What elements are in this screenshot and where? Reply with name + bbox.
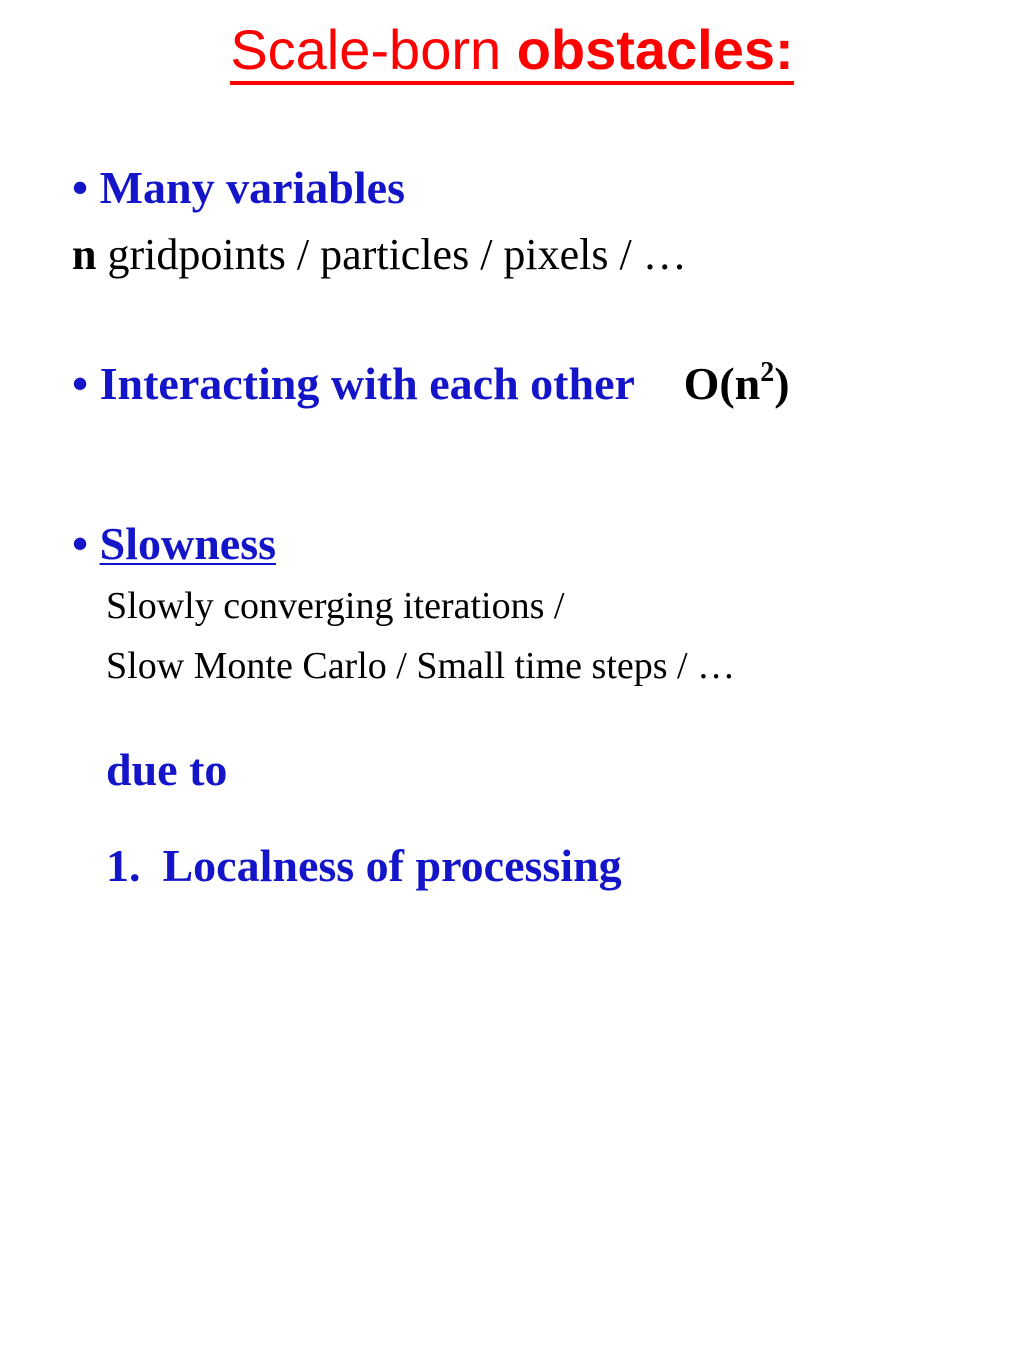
many-variables-detail (72, 227, 687, 283)
title-bold: obstacles: (516, 18, 794, 81)
bullet-heading: Slowness (99, 518, 276, 569)
complexity-notation (684, 358, 790, 409)
slowness-line-2: Slow Monte Carlo / Small time steps / … (106, 645, 736, 687)
n-variable: n (72, 230, 97, 279)
slide-title (0, 14, 1024, 86)
bullet-dot: • (72, 358, 89, 409)
item-number: 1. (106, 840, 141, 891)
complexity-suffix: ) (774, 358, 790, 409)
item-text: Localness of processing (162, 840, 622, 891)
complexity-prefix: O(n (683, 358, 761, 409)
due-to-label: due to (106, 744, 228, 795)
complexity-exponent: 2 (760, 357, 775, 388)
title-regular: Scale-born (230, 18, 517, 81)
bullet-interacting (72, 356, 790, 412)
detail-text: gridpoints / particles / pixels / … (96, 230, 687, 279)
bullet-many-variables (72, 160, 405, 216)
bullet-slowness (72, 516, 276, 572)
numbered-item (106, 838, 622, 894)
bullet-heading: Interacting with each other (99, 358, 635, 409)
bullet-dot: • (72, 162, 89, 213)
bullet-dot: • (72, 518, 89, 569)
slide-title-underlined (230, 18, 793, 85)
bullet-heading: Many variables (99, 162, 405, 213)
slowness-line-1: Slowly converging iterations / (106, 585, 565, 627)
